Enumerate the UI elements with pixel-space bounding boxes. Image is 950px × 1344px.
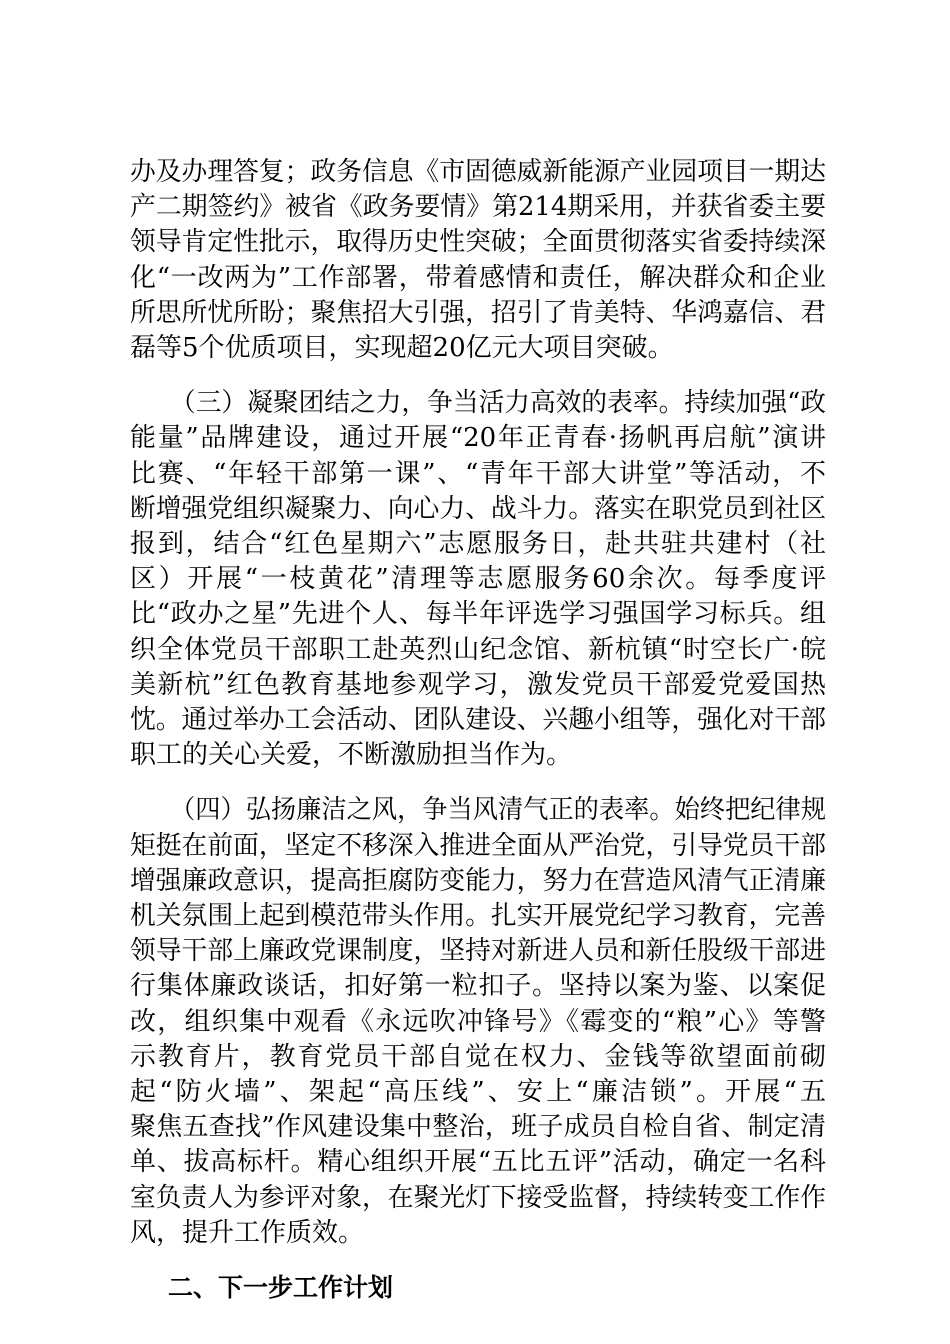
paragraph-2-line-10: 忱。通过举办工会活动、团队建设、兴趣小组等，强化对干部 <box>130 705 826 735</box>
paragraph-3-line-1: （四）弘扬廉洁之风，争当风清气正的表率。始终把纪律规 <box>170 795 826 826</box>
paragraph-3-line-11: 单、拔高标杆。精心组织开展“五比五评”活动，确定一名科 <box>130 1147 826 1178</box>
paragraph-3-line-6: 行集体廉政谈话，扣好第一粒扣子。坚持以案为鉴、以案促 <box>130 971 826 1002</box>
paragraph-3-line-2: 矩挺在前面，坚定不移深入推进全面从严治党，引导党员干部 <box>130 830 826 861</box>
paragraph-3-line-7: 改，组织集中观看《永远吹冲锋号》《霉变的“粮”心》等警 <box>130 1006 826 1037</box>
paragraph-3-line-10: 聚焦五查找”作风建设集中整治，班子成员自检自省、制定清 <box>130 1112 826 1143</box>
paragraph-2-line-11: 职工的关心关爱，不断激励担当作为。 <box>130 740 573 771</box>
paragraph-1-line-3: 领导肯定性批示，取得历史性突破；全面贯彻落实省委持续深 <box>130 227 826 258</box>
paragraph-1-line-2: 产二期签约》被省《政务要情》第214期采用，并获省委主要 <box>130 192 826 223</box>
paragraph-1-line-4: 化“一改两为”工作部署，带着感情和责任，解决群众和企业 <box>130 262 826 293</box>
paragraph-3-line-5: 领导干部上廉政党课制度，坚持对新进人员和新任股级干部进 <box>130 936 826 967</box>
paragraph-3-line-8: 示教育片，教育党员干部自觉在权力、金钱等欲望面前砌 <box>130 1041 826 1072</box>
paragraph-2-line-9: 美新杭”红色教育基地参观学习，激发党员干部爱党爱国热 <box>130 669 826 700</box>
paragraph-1-line-6: 磊等5个优质项目，实现超20亿元大项目突破。 <box>130 333 674 363</box>
paragraph-2-line-5: 报到，结合“红色星期六”志愿服务日，赴共驻共建村（社 <box>130 529 826 559</box>
paragraph-3-line-13: 风，提升工作质效。 <box>130 1217 365 1248</box>
paragraph-3-line-12: 室负责人为参评对象，在聚光灯下接受监督，持续转变工作作 <box>130 1182 826 1213</box>
section-heading: 二、下一步工作计划 <box>168 1273 394 1302</box>
paragraph-1-line-1: 办及办理答复；政务信息《市固德威新能源产业园项目一期达 <box>130 157 826 187</box>
paragraph-2-line-7: 比“政办之星”先进个人、每半年评选学习强国学习标兵。组 <box>130 599 826 630</box>
paragraph-3-line-4: 机关氛围上起到模范带头作用。扎实开展党纪学习教育，完善 <box>130 901 826 931</box>
paragraph-2-line-4: 断增强党组织凝聚力、向心力、战斗力。落实在职党员到社区 <box>130 493 826 524</box>
paragraph-2-line-3: 比赛、“年轻干部第一课”、“青年干部大讲堂”等活动，不 <box>130 458 826 489</box>
paragraph-3-line-3: 增强廉政意识，提高拒腐防变能力，努力在营造风清气正清廉 <box>130 865 826 896</box>
paragraph-1-line-5: 所思所忧所盼；聚焦招大引强，招引了肯美特、华鸿嘉信、君 <box>130 297 826 328</box>
paragraph-2-line-8: 织全体党员干部职工赴英烈山纪念馆、新杭镇“时空长广·皖 <box>130 634 826 665</box>
paragraph-2-line-1: （三）凝聚团结之力，争当活力高效的表率。持续加强“政 <box>170 388 826 419</box>
paragraph-2-line-6: 区）开展“一枝黄花”清理等志愿服务60余次。每季度评 <box>130 564 826 595</box>
paragraph-3-line-9: 起“防火墙”、架起“高压线”、安上“廉洁锁”。开展“五 <box>130 1077 826 1107</box>
paragraph-2-line-2: 能量”品牌建设，通过开展“20年正青春·扬帆再启航”演讲 <box>130 423 826 454</box>
